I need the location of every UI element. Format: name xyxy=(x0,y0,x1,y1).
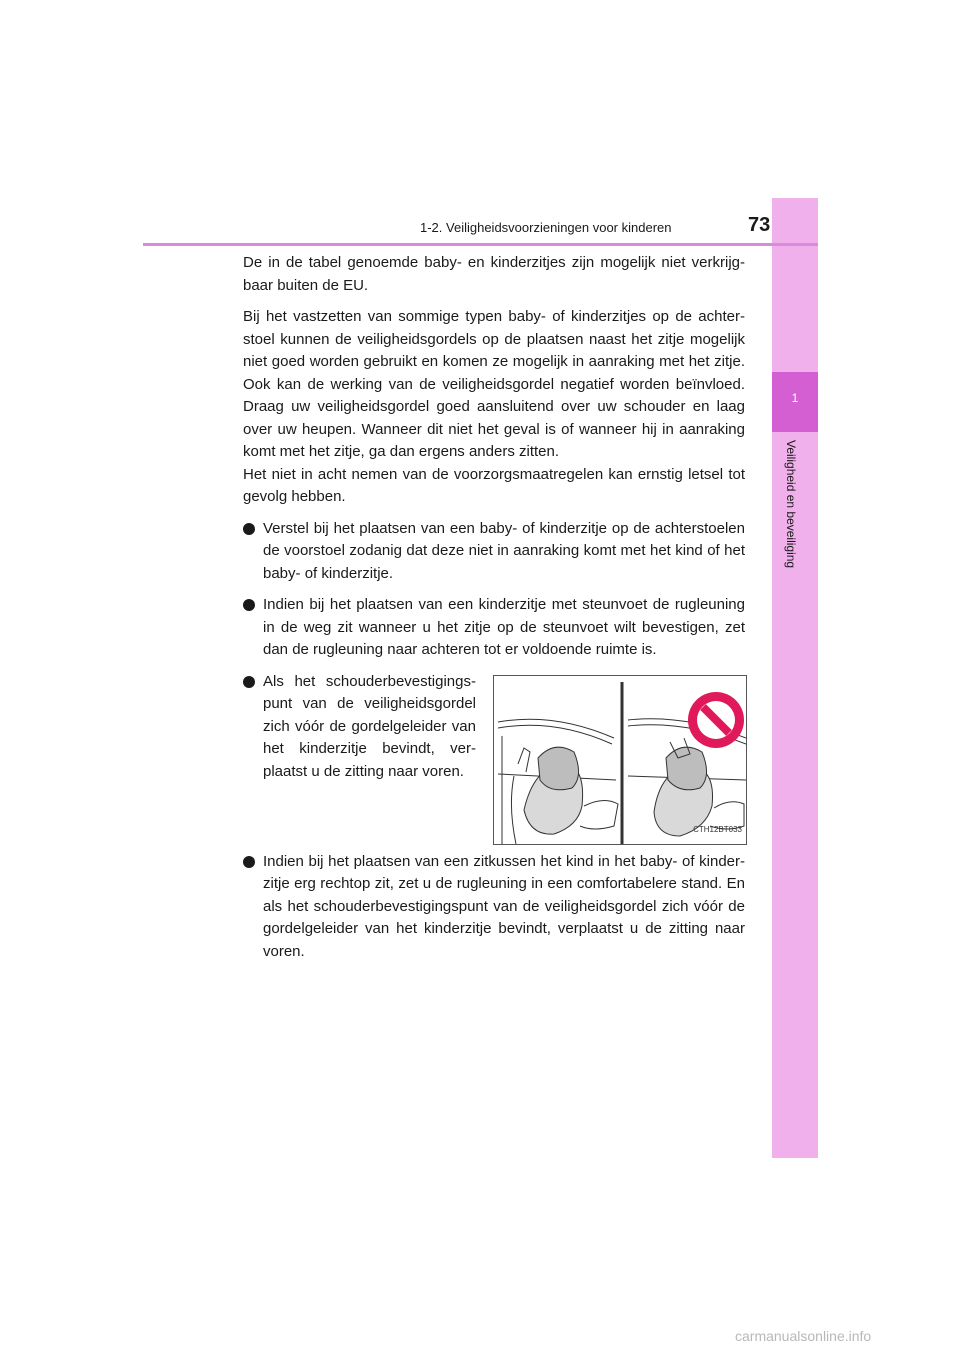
page-content xyxy=(243,252,745,972)
bullet-text: Indien bij het plaatsen van een kinderzitje met steunvoet de rugleuning in de weg zit wanneer u het zitje op de steunvoet wilt bevestigen, zet dan de rugleuning naar achteren tot er voldoende ruimte is. xyxy=(263,596,745,658)
bullet-with-figure xyxy=(243,671,745,847)
bullet-item xyxy=(243,671,476,784)
chapter-side-tab xyxy=(772,198,818,1158)
header-rule xyxy=(143,243,818,246)
bullet-text: Als het schouderbevestigings-punt van de veiligheidsgordel zich vóór de gordelgeleider van het kinderzitje bevindt, ver-plaatst u de zitting naar voren. xyxy=(263,672,476,780)
paragraph-seatbelt-warning: Bij het vastzetten van sommige typen baby- of kinderzitjes op de achter-stoel kunnen de veiligheidsgordels op de plaatsen naast het zitje mogelijk niet goed worden gebruikt en komen ze mogelijk in aanraking met het zitje. Ook kan de werking van de veiligheidsgordel negatief worden beïnvloed. Draag uw veiligheidsgordel goed aansluitend over uw schouder en laag over uw heupen. Wanneer dit niet het geval is of wanneer hij in aanraking komt met het zitje, ga dan ergens anders zitten. xyxy=(243,308,745,460)
bullet-dot-icon xyxy=(243,856,255,868)
bullet-item xyxy=(243,594,745,662)
figure-code: CTH12BT033 xyxy=(693,825,742,834)
bullet-item xyxy=(243,518,745,586)
chapter-title: Veiligheid en beveiliging xyxy=(784,440,798,569)
watermark[interactable]: carmanualsonline.info xyxy=(735,1328,872,1344)
paragraph-availability: De in de tabel genoemde baby- en kinderzitjes zijn mogelijk niet verkrijg-baar buiten de EU. xyxy=(243,254,745,294)
bullet-dot-icon xyxy=(243,599,255,611)
running-head: 1-2. Veiligheidsvoorzieningen voor kinderen xyxy=(420,220,672,235)
bullet-text: Verstel bij het plaatsen van een baby- of kinderzitje op de achterstoelen de voorstoel zodanig dat deze niet in aanraking komt met het kind of het baby- of kinderzitje. xyxy=(263,519,745,582)
page-number: 73 xyxy=(748,214,771,236)
child-seat-illustration xyxy=(493,675,747,845)
bullet-text: Indien bij het plaatsen van een zitkussen het kind in het baby- of kinder-zitje erg rechtop zit, zet u de rugleuning in een comfortabelere stand. En als het schouderbevestigingspunt van de veiligheidsgordel zich vóór de gordelgeleider van het kinderzitje bevindt, verplaatst u de zitting naar voren. xyxy=(263,852,745,960)
bullet-dot-icon xyxy=(243,523,255,535)
bullet-item xyxy=(243,851,745,964)
paragraph-injury-warning: Het niet in acht nemen van de voorzorgsmaatregelen kan ernstig letsel tot gevolg hebben. xyxy=(243,465,745,505)
bullet-dot-icon xyxy=(243,676,255,688)
prohibition-icon xyxy=(688,692,744,748)
chapter-number: 1 xyxy=(791,391,799,405)
